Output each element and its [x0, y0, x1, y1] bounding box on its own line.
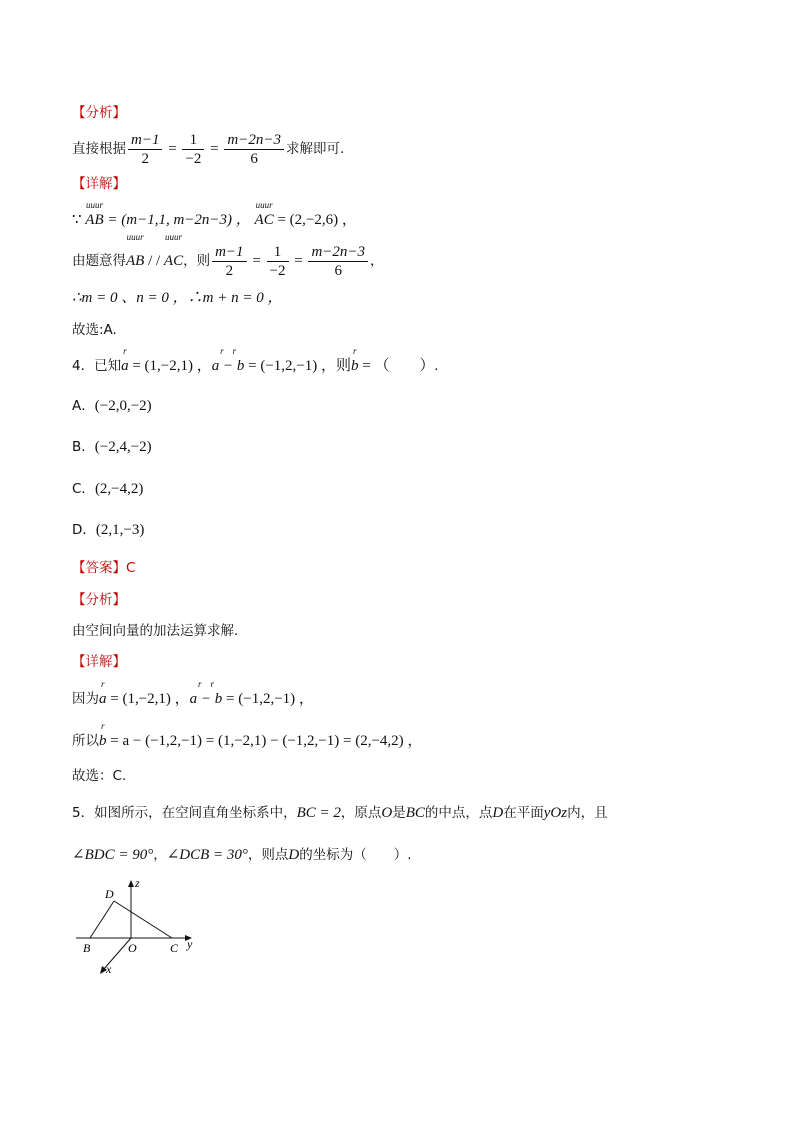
fraction-numerator: 1 — [182, 131, 204, 150]
vector-a-minus-b-value: = (−1,2,−1) ， — [222, 691, 314, 707]
vector-a-minus-b-value: = (−1,2,−1) ，则 — [244, 358, 352, 374]
q3-analysis-line: 直接根据 $\frac{m-1}{2}$ = $\frac{1}{-2}$ = $\frac{m-2n-3}{6}$ 求解即可. — [72, 131, 345, 167]
fraction-numerator: m−2n−3 — [224, 131, 284, 150]
fraction-denominator: 2 — [225, 262, 234, 279]
fraction-denominator: 2 — [141, 150, 149, 167]
q3-analysis-prefix: 直接根据 — [72, 141, 126, 157]
q4-stem-prefix: 4．已知 — [72, 358, 122, 374]
vector-ab: uuur AB — [126, 232, 145, 269]
q4-detail-line-1 — [72, 679, 314, 709]
q5-stem-text: 是 — [392, 805, 406, 821]
fraction-2 — [182, 131, 204, 168]
fraction-numerator: m−1 — [212, 243, 246, 262]
fraction-1 — [212, 243, 246, 280]
answer-value: C — [126, 560, 136, 576]
q5-stem-text: 5．如图所示，在空间直角坐标系中， — [72, 805, 297, 821]
q3-detail2-then: ，则 — [183, 253, 211, 269]
q4-detail1-prefix: 因为 — [72, 691, 99, 707]
label-y: y — [187, 937, 193, 951]
q3-detail2-prefix: 由题意得 — [72, 253, 126, 269]
q5-stem-text: 在平面 — [503, 805, 544, 821]
q3-detail-line-3: ∴m = 0 、n = 0 ，∴m + n = 0 ， — [72, 290, 283, 306]
vector-ac: uuur AC — [163, 232, 184, 269]
label-z: z — [135, 876, 140, 890]
q5-stem-text: 的坐标为（ ）. — [299, 847, 412, 863]
label-o: O — [128, 941, 137, 955]
segment-bd — [90, 901, 114, 938]
q5-stem-math: BC — [405, 805, 425, 821]
q5-stem-math: ∠BDC = 90° — [72, 847, 154, 863]
vector-ac-label: AC — [163, 253, 184, 269]
vector-ab: uuur AB — [85, 200, 104, 228]
fraction-3 — [224, 131, 284, 168]
fraction-numerator: 1 — [267, 243, 289, 262]
option-value: (2,−4,2) — [94, 481, 144, 497]
fraction-denominator: −2 — [269, 262, 286, 279]
answer-heading: 【答案】 — [72, 560, 126, 576]
q5-stem-math: D — [492, 805, 504, 821]
because-symbol: ∵ — [72, 212, 82, 228]
option-value: (−2,0,−2) — [94, 398, 152, 414]
q4-detail2-value: = a − (−1,2,−1) = (1,−2,1) − (−1,2,−1) = (2,−4,2) ， — [106, 733, 423, 749]
vector-a: r a — [121, 346, 129, 374]
option-c[interactable] — [72, 479, 143, 499]
q3-detail-line-1 — [72, 200, 357, 230]
option-label: C． — [72, 481, 95, 497]
vector-b: r b — [351, 346, 359, 374]
z-axis-arrow — [128, 880, 134, 887]
q3-detail2-end: ， — [370, 253, 384, 269]
vector-ac-value: = (2,−2,6) ， — [273, 212, 357, 228]
q4-detail-line-2 — [72, 721, 423, 751]
option-label: D． — [72, 522, 96, 538]
coordinate-figure — [68, 872, 208, 982]
q4-detail2-prefix: 所以 — [72, 733, 99, 749]
q4-choice: 故选：C. — [72, 768, 127, 784]
label-x: x — [106, 962, 112, 976]
q5-stem-math: D — [288, 847, 300, 863]
q5-stem-text: 内，且 — [567, 805, 608, 821]
q5-stem-text: 的中点，点 — [424, 805, 493, 821]
detail-heading: 【详解】 — [72, 654, 126, 670]
vector-a-value: = (1,−2,1) ， — [128, 358, 212, 374]
q5-stem-math: yOz — [543, 805, 568, 821]
q5-stem-text: ， — [153, 847, 167, 863]
vector-b-label: b — [99, 733, 107, 749]
vector-a-minus-b-label: a − b — [211, 358, 245, 374]
fraction-denominator: 6 — [334, 262, 342, 279]
q5-stem-text: ，原点 — [340, 805, 382, 821]
vector-ac: uuur AC — [254, 200, 274, 228]
fraction-1 — [128, 131, 162, 168]
q5-stem-text: ，则点 — [247, 847, 289, 863]
vector-a-label: a — [99, 691, 107, 707]
parallel-symbol: / / — [144, 253, 164, 269]
q5-stem-math: BC = 2 — [296, 805, 341, 821]
q3-analysis-suffix: 求解即可. — [285, 141, 345, 157]
fraction-3 — [308, 243, 368, 280]
option-b[interactable] — [72, 437, 152, 457]
q3-choice: 故选:A. — [72, 322, 117, 338]
q5-stem-math: O — [381, 805, 393, 821]
vector-a-minus-b: r r a − b — [211, 346, 245, 374]
vector-a-minus-b: r r a − b — [189, 679, 223, 707]
answer-line — [72, 558, 135, 578]
vector-ab-label: AB — [126, 253, 145, 269]
fraction-numerator: m−1 — [128, 131, 162, 150]
label-c: C — [170, 941, 179, 955]
label-d: D — [105, 887, 114, 901]
vector-b-label: b — [351, 358, 359, 374]
q4-analysis: 由空间向量的加法运算求解. — [72, 623, 239, 639]
fraction-numerator: m−2n−3 — [308, 243, 368, 262]
q3-detail-line-2: 由题意得 uuur AB / / uuur AC，则 $\frac{m-1}{2}$ = $\frac{1}{-2}$ = $\frac{m-2n-3}{6}$ ， — [72, 232, 384, 279]
vector-a-label: a — [121, 358, 129, 374]
q4-stem — [72, 346, 439, 376]
fraction-2 — [267, 243, 289, 280]
vector-ab-label: AB — [85, 212, 104, 228]
q4-stem-end: = （ ）. — [358, 358, 439, 374]
analysis-heading: 【分析】 — [72, 592, 126, 608]
fraction-denominator: 6 — [250, 150, 258, 167]
option-value: (2,1,−3) — [95, 522, 145, 538]
vector-a: r a — [99, 679, 107, 707]
q5-stem-line-2 — [72, 845, 412, 865]
fraction-denominator: −2 — [185, 150, 202, 167]
vector-b: r b — [99, 721, 107, 749]
vector-ab-value: = (m−1,1, m−2n−3) ， — [103, 212, 251, 228]
analysis-heading: 【分析】 — [72, 105, 126, 121]
q5-stem-math: ∠DCB = 30° — [166, 847, 248, 863]
vector-a-minus-b-label: a − b — [189, 691, 223, 707]
option-d[interactable] — [72, 520, 144, 540]
option-value: (−2,4,−2) — [94, 439, 152, 455]
vector-a-value: = (1,−2,1) ， — [106, 691, 190, 707]
q5-stem-line-1 — [72, 803, 608, 823]
segment-dc — [114, 901, 172, 938]
option-a[interactable] — [72, 396, 152, 416]
option-label: B． — [72, 439, 95, 455]
detail-heading: 【详解】 — [72, 176, 126, 192]
option-label: A． — [72, 398, 95, 414]
label-b: B — [83, 941, 91, 955]
vector-ac-label: AC — [254, 212, 274, 228]
